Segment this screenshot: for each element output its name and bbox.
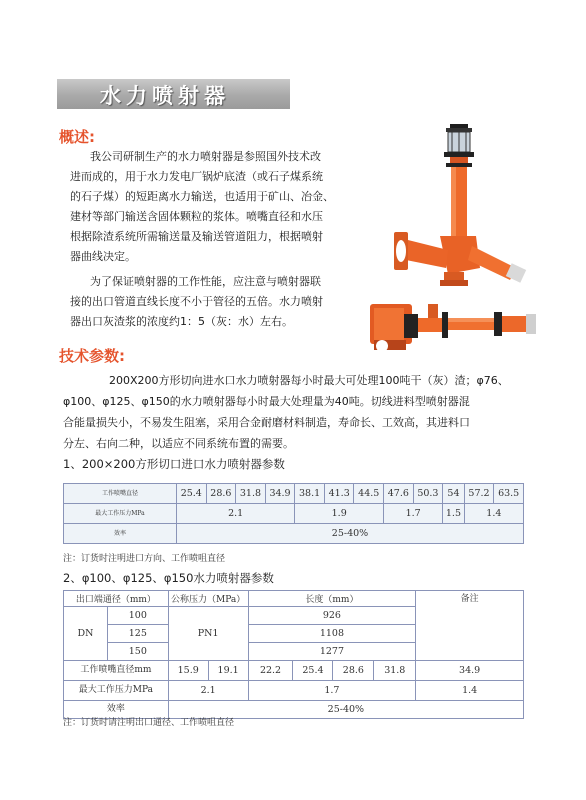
text-line: φ100、φ125、φ150的水力喷射器每小时最大处理量为40吨。切线进料型喷射器混 <box>63 395 470 408</box>
table-header-cell: 出口端通径（mm） <box>64 591 169 607</box>
overview-paragraph-2 <box>70 272 368 332</box>
table-cell: 25-40% <box>177 524 524 544</box>
table-cell: 2.1 <box>177 504 295 524</box>
table-row <box>64 504 524 524</box>
vertical-ejector-image <box>388 118 528 290</box>
table-cell: 38.1 <box>295 484 325 504</box>
table-cell: 1.7 <box>248 681 416 701</box>
table-row <box>64 661 524 681</box>
table-cell: 25-40% <box>168 701 523 719</box>
text-line: 200X200方形切向进水口水力喷射器每小时最大可处理100吨干（灰）渣；φ76、 <box>109 374 509 387</box>
table1 <box>63 483 524 544</box>
text-line: 根据除渣系统所需输送量及输送管道阻力，根据喷射 <box>70 230 323 243</box>
table-cell: 15.9 <box>168 661 208 681</box>
text-line: 建材等部门输送含固体颗粒的浆体。喷嘴直径和水压 <box>70 210 323 223</box>
table-header-cell: 工作喷嘴直径mm <box>64 661 169 681</box>
table-cell: 31.8 <box>374 661 416 681</box>
text-line: 分左、右向二种，以适应不同系统布置的需要。 <box>63 437 294 450</box>
table-cell: PN1 <box>168 607 248 661</box>
table-cell: 28.6 <box>206 484 236 504</box>
table-row <box>64 591 524 607</box>
table-header-cell: 公称压力（MPa） <box>168 591 248 607</box>
table-cell: 25.4 <box>293 661 333 681</box>
horizontal-ejector-image <box>368 294 540 366</box>
text-line: 合能量损失小，不易发生阻塞，采用合金耐磨材料制造，寿命长、工效高，其进料口 <box>63 416 470 429</box>
table-cell: 19.1 <box>208 661 248 681</box>
tech-paragraph <box>63 370 533 454</box>
text-line: 的石子煤）的短距离水力输送，也适用于矿山、冶金、 <box>70 190 334 203</box>
table-cell: 1277 <box>248 643 416 661</box>
table-cell: 1.4 <box>464 504 523 524</box>
table-cell: 1.9 <box>295 504 384 524</box>
table-row <box>64 681 524 701</box>
table-cell: 28.6 <box>333 661 374 681</box>
overview-paragraph-1 <box>70 147 368 267</box>
table-cell: 2.1 <box>168 681 248 701</box>
table-cell: 1.7 <box>384 504 443 524</box>
table-cell: 41.3 <box>324 484 354 504</box>
table-cell: 31.8 <box>236 484 266 504</box>
table-cell: 25.4 <box>177 484 207 504</box>
table-header-cell: 效率 <box>64 701 169 719</box>
text-line: 进而成的，用于水力发电厂锅炉底渣（或石子煤系统 <box>70 170 323 183</box>
table-cell: 125 <box>107 625 168 643</box>
table-cell: 50.3 <box>413 484 443 504</box>
table-cell: 22.2 <box>248 661 293 681</box>
table2-note: 注：订货时请注明出口通径、工作喷咀直径 <box>63 718 235 728</box>
table-header-cell: 长度（mm） <box>248 591 416 607</box>
table-cell: 47.6 <box>384 484 414 504</box>
table-cell: 57.2 <box>464 484 494 504</box>
table-cell: 34.9 <box>416 661 524 681</box>
table-cell: 54 <box>443 484 465 504</box>
table-row <box>64 484 524 504</box>
table-header-cell: 工作喷嘴直径 <box>64 484 177 504</box>
table-header-cell: 最大工作压力MPa <box>64 504 177 524</box>
table-header-cell: 备注 <box>416 591 524 661</box>
table-cell: 150 <box>107 643 168 661</box>
text-line: 为了保证喷射器的工作性能，应注意与喷射器联 <box>90 275 321 288</box>
table-header-cell: 效率 <box>64 524 177 544</box>
table-cell: 926 <box>248 607 416 625</box>
table2 <box>63 590 524 719</box>
page-title: 水力喷射器 <box>100 84 230 108</box>
table-cell: 1.4 <box>416 681 524 701</box>
table-cell: DN <box>64 607 108 661</box>
table1-note: 注：订货时注明进口方向、工作喷咀直径 <box>63 554 226 564</box>
table-cell: 44.5 <box>354 484 384 504</box>
table-cell: 1108 <box>248 625 416 643</box>
table-cell: 1.5 <box>443 504 465 524</box>
table-header-cell: 最大工作压力MPa <box>64 681 169 701</box>
text-line: 我公司研制生产的水力喷射器是参照国外技术改 <box>90 150 321 163</box>
tech-heading: 技术参数: <box>59 347 125 365</box>
table-cell: 63.5 <box>494 484 524 504</box>
table1-title: 1、200×200方形切口进口水力喷射器参数 <box>63 457 285 471</box>
text-line: 接的出口管道直线长度不小于管径的五倍。水力喷射 <box>70 295 323 308</box>
overview-heading: 概述: <box>59 128 95 146</box>
table-row <box>64 524 524 544</box>
table-cell: 100 <box>107 607 168 625</box>
table-cell: 34.9 <box>265 484 295 504</box>
text-line: 器曲线决定。 <box>70 250 136 263</box>
text-line: 器出口灰渣浆的浓度约1：5（灰：水）左右。 <box>70 315 293 328</box>
table2-title: 2、φ100、φ125、φ150水力喷射器参数 <box>63 571 274 585</box>
